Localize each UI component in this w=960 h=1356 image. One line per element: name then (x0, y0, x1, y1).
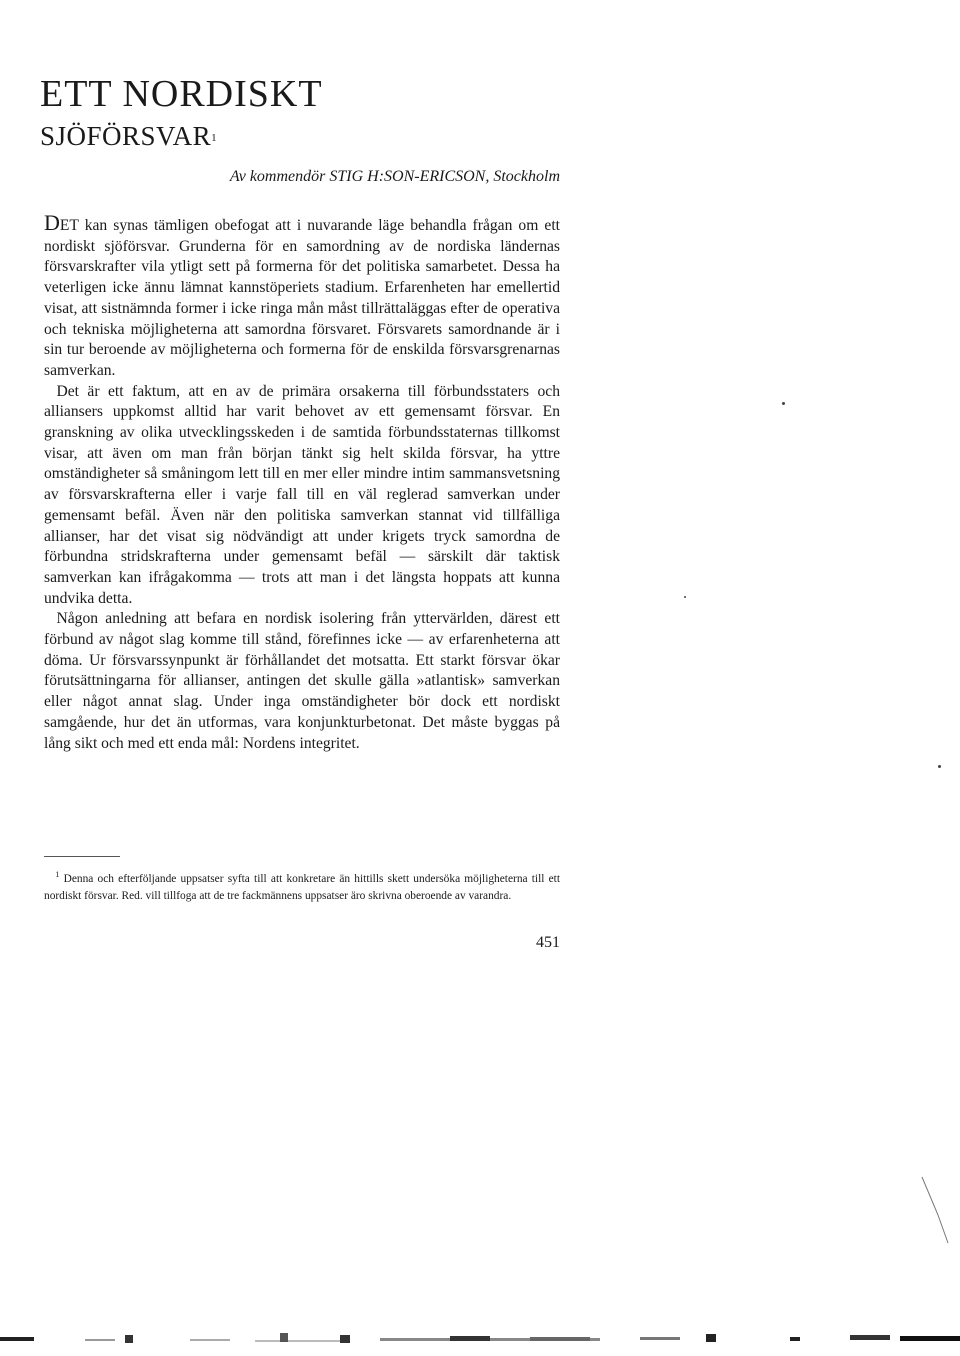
scan-edge-noise (0, 1325, 960, 1350)
footnote (44, 866, 560, 906)
drop-cap: D (44, 210, 60, 235)
paragraph-text: ET kan synas tämligen obefogat att i nuvarande läge behandla frågan om ett nordiskt sjöförsvar. Grunderna för en samordning av de nordiska ländernas försvarskrafter vila ytligt sett på formerna för det politiska samarbetet. Dessa ha veterligen icke ännu lämnat kannstöperiets stadium. Erfarenheten har emellertid visat, att sistnämnda former i icke ringa mån måst tillrättaläggas efter de operativa och tekniska möjligheterna att samordna försvaret. Försvarets samordnande är i sin tur beroende av möjligheterna och formerna för de enskilda försvarsgrenarnas samverkan. (44, 217, 560, 379)
page-number: 451 (536, 934, 560, 951)
article-title: ETT NORDISKT (40, 73, 323, 115)
footnote-divider (44, 856, 120, 857)
scan-speck (684, 596, 686, 598)
footnote-reference: 1 (211, 132, 218, 144)
author-byline: Av kommendör STIG H:SON-ERICSON, Stockholm (229, 168, 560, 185)
article-body (44, 210, 560, 754)
footnote-text: Denna och efterföljande uppsatser syfta till att konkretare än hittills skett undersöka möjligheterna till ett nordiskt försvar. Red. vill tillfoga att de tre fackmännens uppsatser äro skrivna oberoende av varandra. (44, 872, 560, 903)
scan-speck (782, 402, 785, 405)
paragraph (44, 210, 560, 382)
subtitle-text: SJÖFÖRSVAR (40, 121, 212, 151)
paragraph: Någon anledning att befara en nordisk isolering från yttervärlden, därest ett förbund av något slag komme till stånd, förefinnes icke — av erfarenheterna att döma. Ur försvarssynpunkt är förhållandet det motsatta. Ett starkt försvar ökar förutsättningarna för allianser, antingen det skulle gälla »atlantisk» samverkan eller något annat slag. Under inga omständigheter bör dock ett nordiskt samgående, hur det än utformas, vara konjunkturbetonat. Det måste byggas på lång sikt och med ett enda mål: Nordens integritet. (44, 610, 560, 752)
scan-speck (938, 765, 941, 768)
scan-scratch (920, 1175, 950, 1245)
paragraph: Det är ett faktum, att en av de primära orsakerna till förbundsstaters och alliansers uppkomst alltid har varit behovet av ett gemensamt försvar. En granskning av olika utvecklingsskeden i de samtida förbundsstaternas tillkomst visar, att även om man från början tänkt sig helt skilda försvar, ha yttre omständigheter så småningom lett till en mer eller mindre intim sammansvetsning av försvarskrafterna eller i varje fall till en väl reglerad samverkan under gemensamt befäl. Även när den politiska samverkan stannat vid tillfälliga allianser, har det visat sig nödvändigt att under krigets tryck samordna de förbundna stridskrafterna under gemensamt befäl — särskilt där taktisk samverkan kan ifrågakomma — trots att man i det längsta hoppats att kunna undvika detta. (44, 382, 560, 607)
article-subtitle (40, 120, 217, 152)
footnote-mark: 1 (55, 870, 60, 879)
